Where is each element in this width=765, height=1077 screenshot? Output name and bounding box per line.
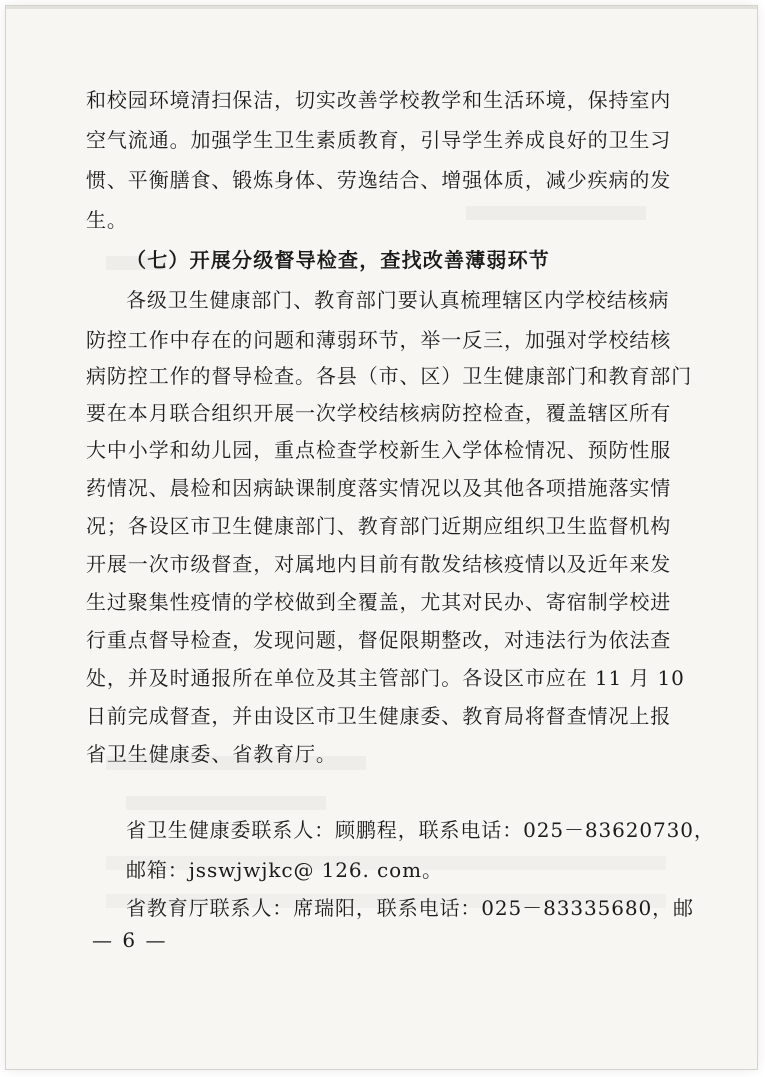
paragraph-line: 生过聚集性疫情的学校做到全覆盖，尤其对民办、寄宿制学校进 [86,590,672,614]
page-number: — 6 — [92,928,168,952]
paragraph-line: 和校园环境清扫保洁，切实改善学校教学和生活环境，保持室内 [86,88,672,112]
page-edge [6,6,757,9]
contact-line: 省卫生健康委联系人：顾鹏程，联系电话：025－83620730， [126,818,715,842]
paragraph-line: 省卫生健康委、省教育厅。 [86,742,337,766]
show-through-artifact [126,796,326,810]
section-heading: （七）开展分级督导检查，查找改善薄弱环节 [126,248,550,272]
paragraph-line: 防控工作中存在的问题和薄弱环节，举一反三，加强对学校结核 [86,328,672,352]
show-through-artifact [466,206,646,220]
paragraph-line: 各级卫生健康部门、教育部门要认真梳理辖区内学校结核病 [126,288,670,312]
paragraph-line: 要在本月联合组织开展一次学校结核病防控检查，覆盖辖区所有 [86,401,672,425]
paragraph-line: 开展一次市级督查，对属地内目前有散发结核疫情以及近年来发 [86,552,672,576]
paragraph-line: 况；各设区市卫生健康部门、教育部门近期应组织卫生监督机构 [86,514,672,538]
paragraph-line: 病防控工作的督导检查。各县（市、区）卫生健康部门和教育部门 [86,364,693,388]
paragraph-line: 空气流通。加强学生卫生素质教育，引导学生养成良好的卫生习 [86,128,672,152]
contact-email-line: 邮箱：jsswjwjkc@ 126. com。 [126,858,443,882]
paragraph-line: 处，并及时通报所在单位及其主管部门。各设区市应在 11 月 10 [86,666,685,690]
paragraph-line: 生。 [86,208,128,232]
paragraph-line: 日前完成督查，并由设区市卫生健康委、教育局将督查情况上报 [86,704,672,728]
paragraph-line: 药情况、晨检和因病缺课制度落实情况以及其他各项措施落实情 [86,476,672,500]
paragraph-line: 惯、平衡膳食、锻炼身体、劳逸结合、增强体质，减少疾病的发 [86,168,672,192]
contact-line: 省教育厅联系人：席瑞阳，联系电话：025－83335680，邮 [126,896,694,920]
paragraph-line: 行重点督导检查，发现问题，督促限期整改，对违法行为依法查 [86,628,672,652]
paragraph-line: 大中小学和幼儿园，重点检查学校新生入学体检情况、预防性服 [86,438,672,462]
